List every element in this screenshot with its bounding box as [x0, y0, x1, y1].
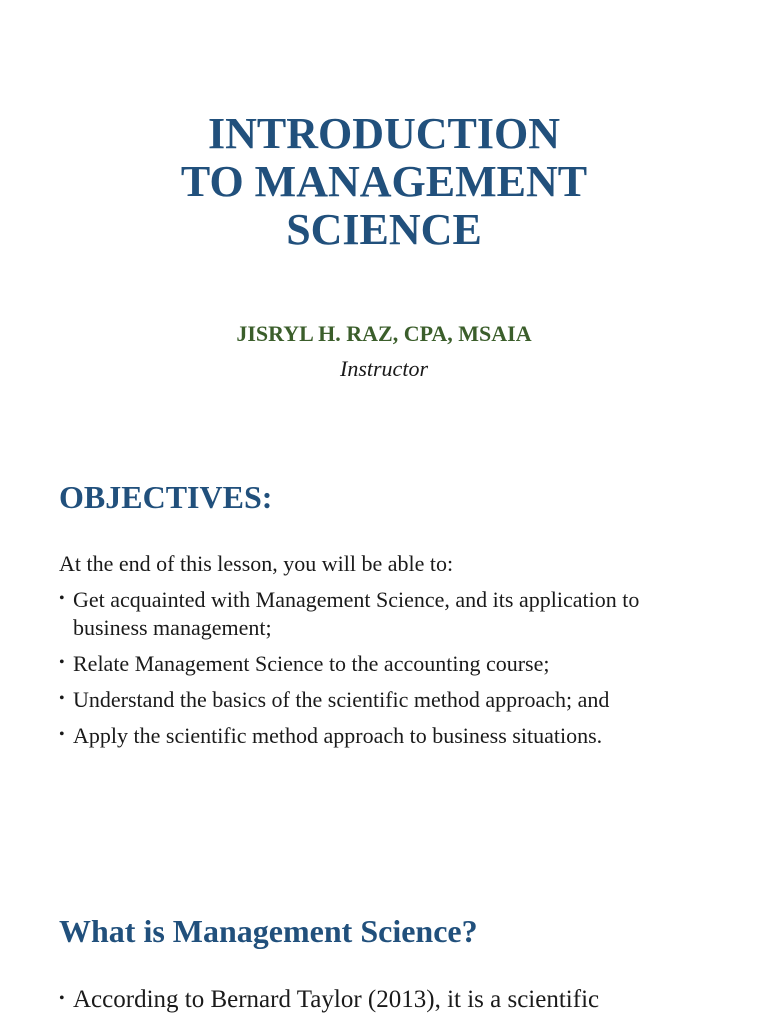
bullet-icon: •	[59, 590, 65, 607]
definition-list	[59, 984, 719, 1024]
list-item-text: According to Bernard Taylor (2013), it is a scientific	[73, 986, 600, 1013]
list-item-text: Get acquainted with Management Science, and its application to business management;	[73, 587, 640, 640]
definition-heading: What is Management Science?	[59, 913, 478, 949]
list-item-text: Apply the scientific method approach to business situations.	[73, 723, 603, 748]
presenter-name: JISRYL H. RAZ, CPA, MSAIA	[236, 321, 532, 346]
bullet-icon: •	[59, 654, 65, 671]
objectives-heading: OBJECTIVES:	[59, 479, 273, 515]
main-title	[0, 110, 768, 254]
main-title-line-1: INTRODUCTION	[207, 109, 561, 158]
list-item-text: Understand the basics of the scientific method approach; and	[73, 687, 610, 712]
slide-definition	[0, 864, 768, 1024]
objectives-intro: At the end of this lesson, you will be able to:	[59, 551, 454, 576]
bullet-icon: •	[59, 990, 65, 1007]
list-item	[59, 650, 719, 678]
list-item-text: Relate Management Science to the accounting course;	[73, 651, 550, 676]
slide-objectives	[0, 432, 768, 864]
list-item	[59, 722, 719, 750]
main-title-line-3: SCIENCE	[286, 205, 482, 254]
slide-title	[0, 0, 768, 432]
bullet-icon: •	[59, 726, 65, 743]
bullet-icon: •	[59, 690, 65, 707]
objectives-list	[59, 586, 719, 758]
list-item	[59, 686, 719, 714]
list-item	[59, 984, 719, 1016]
list-item	[59, 586, 719, 642]
presenter-role: Instructor	[340, 356, 428, 381]
main-title-line-2: TO MANAGEMENT	[180, 157, 588, 206]
